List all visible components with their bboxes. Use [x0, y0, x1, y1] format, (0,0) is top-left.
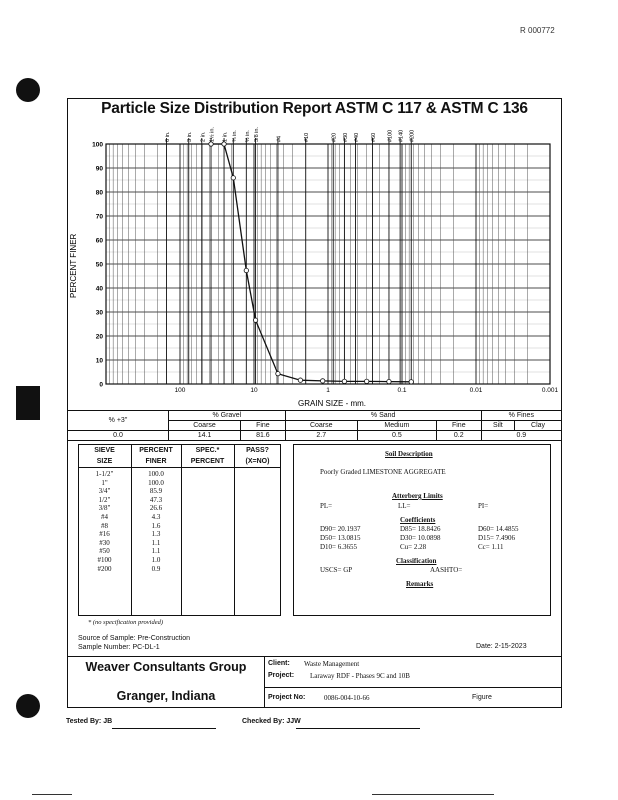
binder-tab: [16, 386, 40, 420]
summary-value: 81.6: [241, 431, 286, 441]
x-tick-label: 0.01: [469, 387, 483, 394]
percent-finer: 4.3: [151, 513, 161, 521]
sieve-label: #4: [276, 135, 283, 142]
sub-header: Clay: [515, 421, 562, 431]
sieve-label: #100: [387, 129, 394, 142]
sieve-label: 2 in.: [200, 131, 207, 142]
sieve-label: #200: [409, 129, 416, 142]
data-point: [342, 379, 346, 383]
sand-header: % Sand: [285, 411, 481, 421]
sieve-label: 6 in.: [164, 131, 171, 142]
sieve-size: 1/2": [98, 495, 111, 504]
checked-by-line: [296, 728, 420, 729]
bottom-rule-right: [372, 794, 494, 795]
sieve-label: #20: [331, 132, 338, 142]
percent-finer: 0.9: [151, 564, 161, 573]
sieve-size: 1": [101, 478, 108, 487]
spec-percent-header: PERCENT: [190, 458, 225, 465]
sample-number: Sample Number: PC-DL-1: [78, 644, 160, 651]
sieve-labels: [165, 127, 416, 142]
percent-finer: 1.1: [151, 547, 161, 556]
sieve-size: 3/8": [98, 504, 111, 513]
x-tick-label: 100: [174, 387, 186, 394]
percent-finer: 1.3: [151, 530, 161, 539]
data-point: [253, 318, 257, 322]
company-name: Weaver Consultants Group: [85, 660, 247, 674]
size-header: SIZE: [96, 458, 113, 465]
project-divider: [264, 687, 562, 688]
data-point: [209, 142, 213, 146]
x-tick-label: 10: [250, 387, 258, 394]
data-point: [298, 378, 302, 382]
data-point: [409, 380, 413, 384]
client-label: Client:: [268, 660, 290, 667]
y-tick-label: 20: [95, 333, 103, 341]
sub-header: Fine: [241, 421, 286, 431]
summary-value: 0.5: [357, 431, 436, 441]
xno-header: (X=NO): [245, 458, 270, 465]
percent-finer: 100.0: [148, 470, 164, 478]
figure-label: Figure: [472, 694, 492, 701]
project-number-value: 0086-004-10-66: [324, 694, 370, 702]
sieve-label: #60: [371, 132, 378, 142]
aashto: AASHTO=: [430, 566, 463, 574]
plus3-header: % +3": [68, 411, 169, 431]
y-tick-label: 70: [95, 213, 103, 221]
sieve-size: #16: [99, 530, 110, 539]
sample-source: Source of Sample: Pre-Construction: [78, 635, 191, 642]
sieve-size: #4: [101, 513, 108, 521]
checked-by: Checked By: JJW: [242, 718, 301, 725]
project-value: Laraway RDF - Phases 9C and 10B: [310, 672, 410, 680]
project-label: Project:: [268, 672, 295, 679]
data-point: [364, 379, 368, 383]
sieve-label: 3 in.: [187, 131, 194, 142]
coefficients-title: Coefficients: [400, 516, 436, 524]
sieve-size: 1-1/2": [95, 470, 114, 478]
y-tick-label: 60: [95, 237, 103, 245]
data-point: [244, 268, 248, 272]
d15: D15= 7.4906: [478, 534, 516, 542]
percent-header: PERCENT: [139, 447, 173, 454]
d85: D85= 18.8426: [400, 525, 441, 533]
sieve-size: #200: [97, 564, 112, 573]
soil-description-title: Soil Description: [385, 450, 433, 458]
percent-finer: 100.0: [148, 478, 164, 487]
d30: D30= 10.0898: [400, 534, 441, 542]
project-number-label: Project No:: [268, 694, 306, 701]
sub-header: Coarse: [169, 421, 241, 431]
pass-header: PASS?: [246, 447, 269, 454]
y-tick-label: 10: [95, 357, 103, 365]
bottom-rule-left: [32, 794, 72, 795]
cc: Cc= 1.11: [478, 543, 504, 551]
fraction-summary-table: [67, 410, 562, 441]
d90: D90= 20.1937: [320, 525, 361, 533]
summary-value: 0.9: [481, 431, 561, 441]
sieve-size: 3/4": [98, 487, 111, 496]
data-point: [320, 379, 324, 383]
y-tick-label: 30: [95, 309, 103, 317]
remarks-title: Remarks: [406, 580, 434, 588]
pl-label: PL=: [320, 502, 333, 510]
y-tick-label: 0: [99, 381, 103, 389]
percent-finer: 47.3: [149, 495, 163, 504]
y-tick-labels: [92, 142, 103, 389]
sub-header: Coarse: [285, 421, 357, 431]
y-axis-label: PERCENT FINER: [69, 233, 78, 298]
col-divider: [234, 444, 235, 616]
footer-divider: [67, 656, 562, 657]
classification-title: Classification: [396, 557, 437, 565]
d10: D10= 6.3655: [320, 543, 358, 551]
soil-description: Poorly Graded LIMESTONE AGGREGATE: [320, 468, 446, 476]
sieve-label: #140: [398, 129, 405, 142]
sieve-size: #30: [99, 538, 110, 547]
sub-header: Silt: [481, 421, 514, 431]
client-value: Waste Management: [304, 660, 360, 668]
summary-value: 2.7: [285, 431, 357, 441]
uscs: USCS= GP: [320, 566, 353, 574]
col-divider: [181, 444, 182, 616]
report-title: Particle Size Distribution Report ASTM C 117 & ASTM C 136: [101, 100, 528, 117]
x-tick-label: 1: [326, 387, 330, 394]
y-tick-label: 50: [95, 261, 103, 269]
fines-header: % Fines: [481, 411, 561, 421]
x-tick-labels: [175, 387, 559, 394]
sieve-header: SIEVE: [94, 447, 115, 454]
summary-value: 14.1: [169, 431, 241, 441]
report-date: Date: 2-15-2023: [476, 643, 527, 650]
percent-finer: 1.0: [151, 556, 161, 564]
finer-header: FINER: [145, 458, 167, 465]
gravel-header: % Gravel: [169, 411, 286, 421]
data-point: [276, 371, 280, 375]
data-point: [387, 379, 391, 383]
sieve-size: #50: [99, 547, 110, 556]
tested-by-line: [112, 728, 216, 729]
percent-finer: 26.6: [149, 504, 163, 513]
data-point: [231, 176, 235, 180]
spec-header: SPEC.*: [195, 447, 220, 454]
sieve-label: #10: [304, 132, 311, 142]
gradation-curve: [211, 144, 411, 382]
summary-value: 0.0: [68, 431, 169, 441]
sieve-size: #100: [97, 556, 112, 564]
sieve-label: #40: [353, 132, 360, 142]
punch-hole-bottom: [16, 694, 40, 718]
sieve-label: 1½ in.: [209, 127, 216, 142]
percent-finer: 85.9: [149, 487, 163, 496]
sieve-label: 1 in.: [222, 131, 229, 142]
x-tick-label: 0.1: [397, 387, 407, 394]
sieve-label: #30: [342, 132, 349, 142]
footnote: * (no specification provided): [88, 619, 164, 626]
gradation-chart: [60, 120, 560, 410]
y-tick-label: 40: [95, 285, 103, 293]
company-city: Granger, Indiana: [116, 689, 216, 703]
chart-grid: [106, 144, 550, 384]
sieve-size: #8: [101, 521, 108, 530]
sieve-label: 3/8 in.: [254, 127, 261, 142]
sieve-label: ¾ in.: [231, 130, 238, 142]
sub-header: Medium: [357, 421, 436, 431]
cu: Cu= 2.28: [400, 543, 427, 551]
atterberg-title: Atterberg Limits: [392, 492, 443, 500]
summary-value: 0.2: [436, 431, 481, 441]
d60: D60= 14.4855: [478, 525, 519, 533]
punch-hole-top: [16, 78, 40, 102]
percent-finer: 1.1: [151, 538, 161, 547]
x-tick-label: 0.001: [541, 387, 559, 394]
y-tick-label: 80: [95, 189, 103, 197]
data-point: [222, 142, 226, 146]
y-tick-label: 100: [92, 141, 103, 149]
data-points: [209, 142, 414, 384]
percent-finer: 1.6: [151, 521, 161, 530]
document-id: R 000772: [520, 26, 555, 35]
x-axis-label: GRAIN SIZE - mm.: [298, 399, 366, 408]
d50: D50= 13.0815: [320, 534, 361, 542]
sieve-label: ½ in.: [244, 130, 251, 142]
tested-by: Tested By: JB: [66, 718, 113, 725]
sub-header: Fine: [436, 421, 481, 431]
y-tick-label: 90: [95, 165, 103, 173]
ll-label: LL=: [398, 502, 411, 510]
footer-vdivider: [264, 656, 265, 708]
pi-label: PI=: [478, 502, 489, 510]
